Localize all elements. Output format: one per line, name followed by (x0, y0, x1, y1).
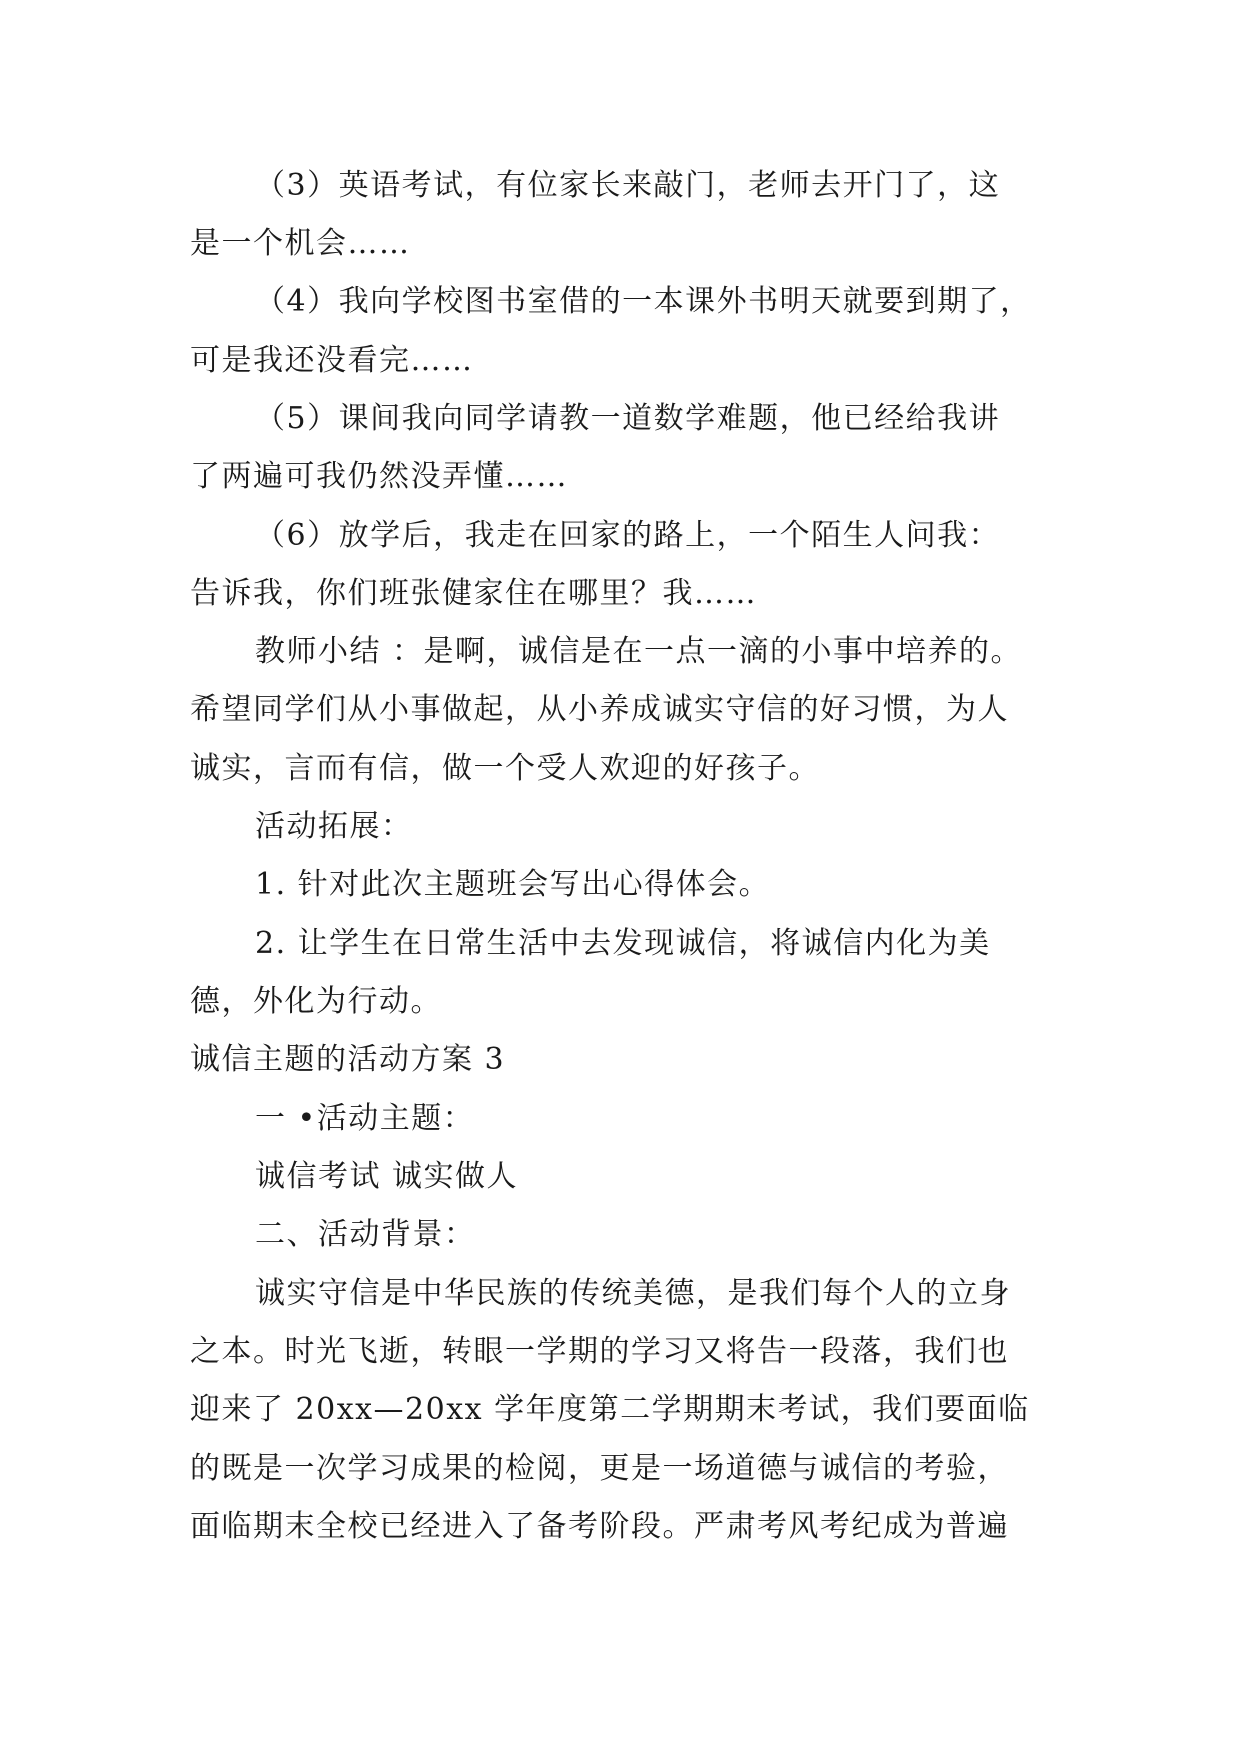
section-label: 二、活动背景： (255, 1217, 476, 1252)
text-line: 之本。时光飞逝，转眼一学期的学习又将告一段落，我们也 (190, 1334, 1009, 1369)
section-heading: 诚信主题的活动方案 3 (190, 1042, 506, 1077)
text-line: 希望同学们从小事做起，从小养成诚实守信的好习惯，为人 (190, 692, 1009, 727)
list-item: 1. 针对此次主题班会写出心得体会。 (255, 867, 771, 902)
text-line: 教师小结 ：是啊，诚信是在一点一滴的小事中培养的。 (255, 634, 1023, 669)
text-line: 德，外化为行动。 (190, 984, 442, 1019)
section-label: 一 •活动主题： (255, 1101, 475, 1136)
text-line: （5）课间我向同学请教一道数学难题，他已经给我讲 (255, 401, 1001, 436)
text-line: 的既是一次学习成果的检阅，更是一场道德与诚信的考验， (190, 1451, 1009, 1486)
list-item: 2. 让学生在日常生活中去发现诚信，将诚信内化为美 (255, 926, 991, 961)
text-line: 诚实守信是中华民族的传统美德，是我们每个人的立身 (255, 1276, 1011, 1311)
text-line: （4）我向学校图书室借的一本课外书明天就要到期了， (255, 284, 1032, 319)
text-line: 可是我还没看完…… (190, 343, 474, 378)
text-line: （6）放学后，我走在回家的路上，一个陌生人问我： (255, 518, 1001, 553)
section-label: 活动拓展： (255, 809, 413, 844)
text-line: 诚信考试 诚实做人 (255, 1159, 519, 1194)
text-line: 是一个机会…… (190, 226, 411, 261)
text-line: 诚实，言而有信，做一个受人欢迎的好孩子。 (190, 751, 820, 786)
text-line: （3）英语考试，有位家长来敲门，老师去开门了，这 (255, 168, 1001, 203)
text-line: 了两遍可我仍然没弄懂…… (190, 459, 568, 494)
text-line: 告诉我，你们班张健家住在哪里？我…… (190, 576, 757, 611)
text-line: 面临期末全校已经进入了备考阶段。严肃考风考纪成为普遍 (190, 1509, 1009, 1544)
text-line: 迎来了 20xx—20xx 学年度第二学期期末考试，我们要面临 (190, 1392, 1030, 1427)
